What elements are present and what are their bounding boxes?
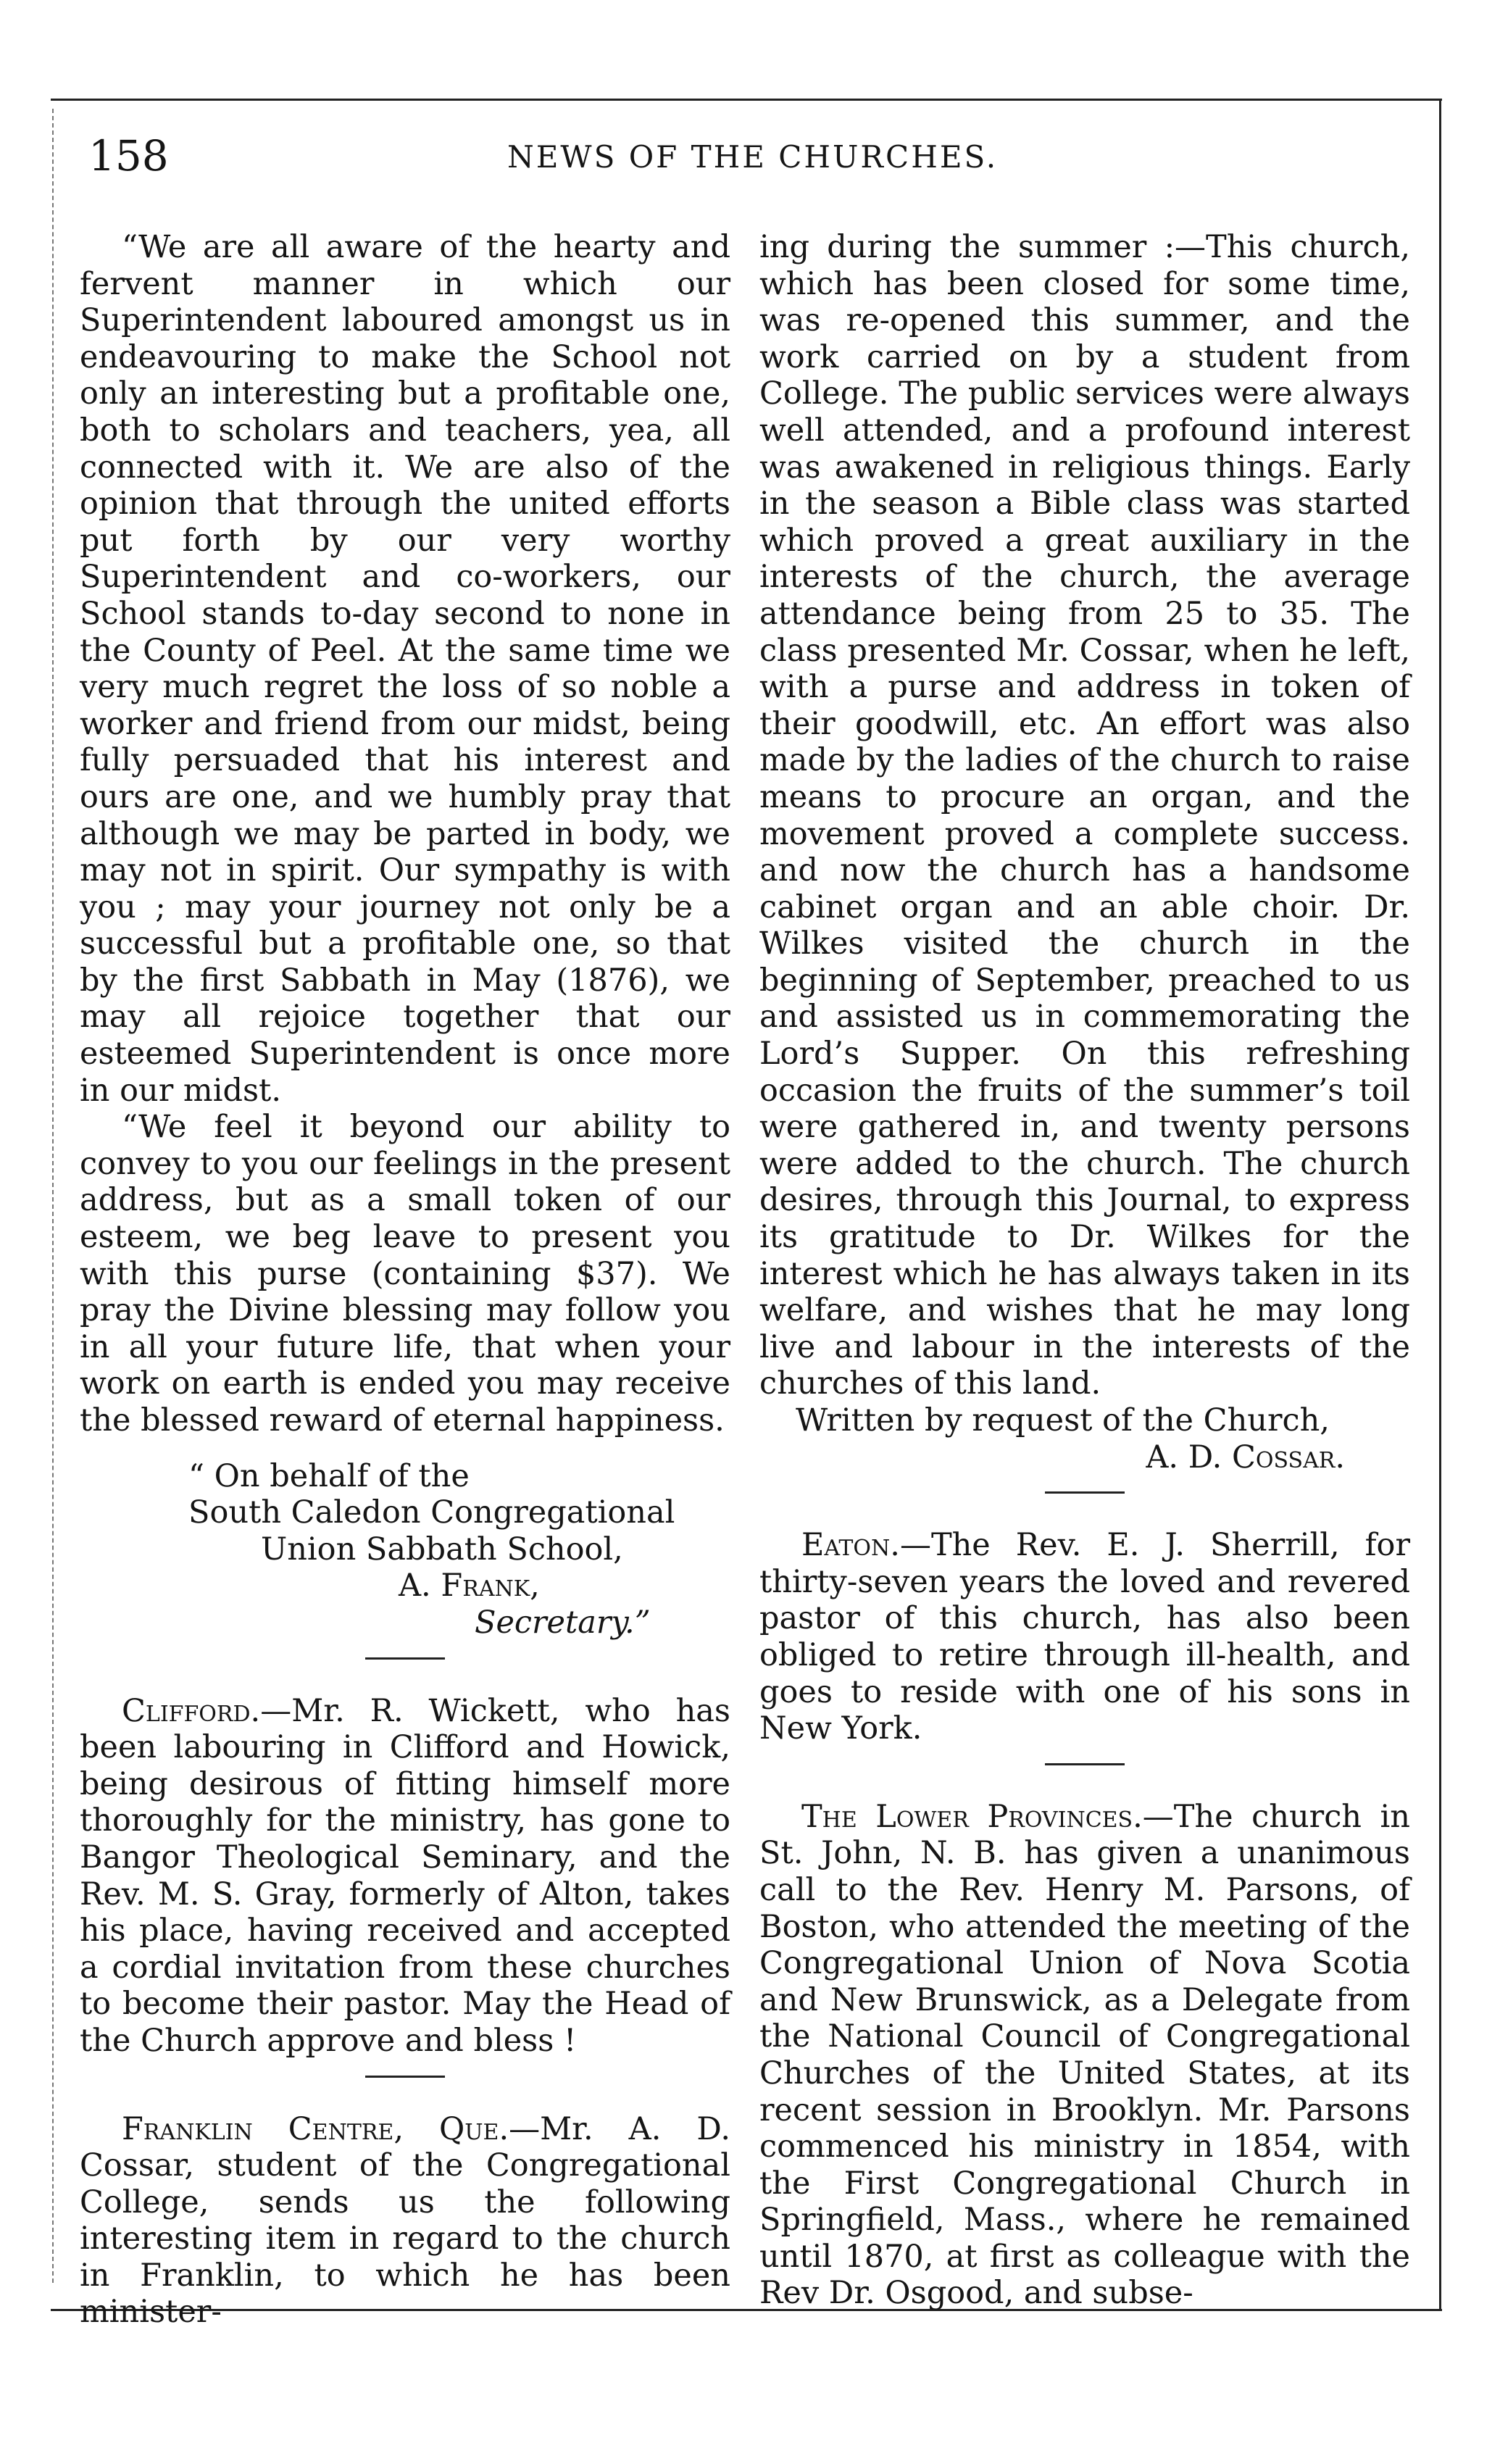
right-border [1439,99,1441,2309]
signature-line: Union Sabbath School, [261,1531,623,1568]
address-paragraph-1: “We are all aware of the hearty and fervent manner in which our Superintendent laboured amongst us in endeavouring to make the School not only an interesting but a profitable one, both to scholars and teachers, yea, all connected with it. We are also of the opinion that through the united efforts put forth by our very worthy Superintendent and co-workers, our School stands to-day second to none in the County of Peel. At the same time we very much regret the loss of so noble a worker and friend from our midst, being fully persuaded that his interest and ours are one, and we humbly pray that although we may be parted in body, we may not in spirit. Our sympathy is with you ; may your journey not only be a successful but a profitable one, so that by the first Sabbath in May (1876), we may all rejoice together that our esteemed Superintendent is once more in our midst. [80,229,730,1109]
section-divider [365,1657,445,1660]
signature-title: Secretary.” [475,1604,651,1641]
right-column [759,229,1410,2312]
left-margin-mark [52,109,54,2283]
left-column [80,229,730,2331]
franklin-paragraph [80,2111,730,2331]
section-divider [1045,1491,1125,1494]
lower-provinces-heading: The Lower Provinces. [801,1798,1143,1835]
written-by-line: Written by request of the Church, [796,1402,1330,1439]
eaton-paragraph [759,1527,1410,1747]
signature-line: “ On behalf of the [188,1457,470,1494]
lower-provinces-paragraph [759,1799,1410,2312]
clifford-text: —Mr. R. Wickett, who has been labouring in Clifford and Howick, being desirous of fitting himself more thoroughly for the ministry, has gone to Bangor Theological Seminary, and the Rev. M. S. Gray, formerly of Alton, takes his place, having received and accepted a cordial invitation from these churches to become their pastor. May the Head of the Church approve and bless ! [80,1692,730,2059]
clifford-heading: Clifford. [122,1692,261,1729]
eaton-text: —The Rev. E. J. Sherrill, for thirty-seven years the loved and revered pastor of this church, has also been obliged to retire through ill-health, and goes to reside with one of his sons in New York. [759,1527,1410,1747]
section-divider [365,2076,445,2078]
running-title: NEWS OF THE CHURCHES. [507,139,999,175]
lower-provinces-text: —The church in St. John, N. B. has given a unanimous call to the Rev. Henry M. Parsons, of Boston, who attended the meeting of the Congregational Union of Nova Scotia and New Brunswick, as a Delegate from the National Council of Congregational Churches of the United States, at its recent session in Brooklyn. Mr. Parsons commenced his ministry in 1854, with the First Congregational Church in Springfield, Mass., where he remained until 1870, at first as colleague with the Rev Dr. Osgood, and subse- [759,1798,1410,2312]
page-number: 158 [88,131,169,180]
eaton-heading: Eaton. [801,1527,900,1564]
franklin-heading: Franklin Centre, Que. [122,2110,509,2147]
section-divider [1045,1763,1125,1765]
franklin-continuation: ing during the summer :—This church, which has been closed for some time, was re-opened this summer, and the work carried on by a student from College. The public services were always well attended, and a profound interest was awakened in religious things. Early in the season a Bible class was started which proved a great auxiliary in the interests of the church, the average attendance being from 25 to 35. The class presented Mr. Cossar, when he left, with a purse and address in token of their goodwill, etc. An effort was also made by the ladies of the church to raise means to procure an organ, and the movement proved a complete success. and now the church has a handsome cabinet organ and an able choir. Dr. Wilkes visited the church in the beginning of September, preached to us and assisted us in commemorating the Lord’s Supper. On this refreshing occasion the fruits of the summer’s toil were gathered in, and twenty persons were added to the church. The church desires, through this Journal, to express its gratitude to Dr. Wilkes for the interest which he has always taken in its welfare, and wishes that he may long live and labour in the interests of the churches of this land. [759,229,1410,1402]
address-paragraph-2: “We feel it beyond our ability to convey to you our feelings in the present address, but as a small token of our esteem, we beg leave to present you with this purse (containing $37). We pray the Divine blessing may follow you in all your future life, that when your work on earth is ended you may receive the blessed reward of eternal happiness. [80,1109,730,1439]
clifford-paragraph [80,1693,730,2060]
signature-name: A. Frank, [399,1568,540,1604]
top-rule [51,99,1442,101]
franklin-text: —Mr. A. D. Cossar, student of the Congregational College, sends us the following interesting item in regard to the church in Franklin, to which he has been minister- [80,2110,730,2331]
signature-line: South Caledon Congregational [188,1494,675,1531]
written-by-signature: A. D. Cossar. [1146,1439,1345,1476]
